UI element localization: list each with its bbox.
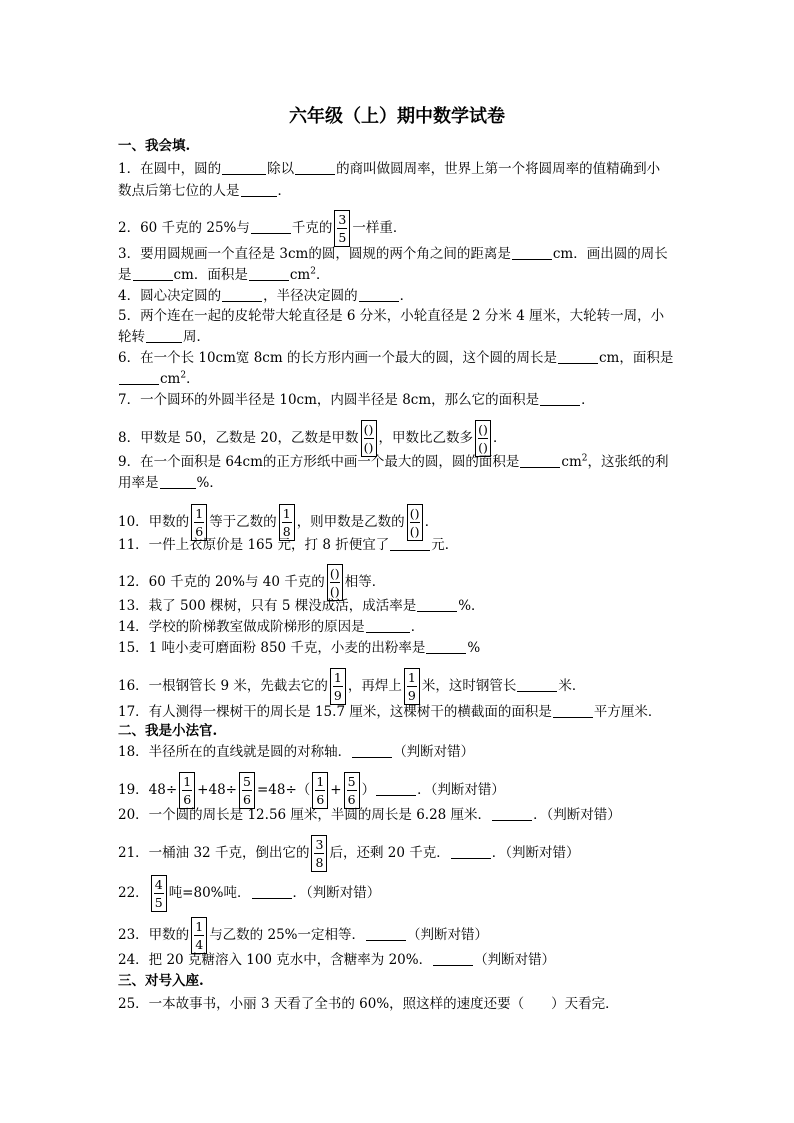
fraction-blank[interactable]: () () [407, 504, 423, 541]
fraction-1-9: $\frac{1}{9}$ [404, 668, 420, 705]
answer-blank[interactable] [558, 349, 598, 364]
answer-blank[interactable] [241, 182, 277, 197]
question-5: 5．两个连在一起的皮轮带大轮直径是 6 分米，小轮直径是 2 分米 4 厘米，大轮转一周，小 [118, 308, 665, 324]
question-6-cont: $cm^2$． [118, 369, 684, 389]
question-6: 6．在一个长 10cm宽 8cm 的长方形内画一个最大的圆，这个圆的周长是 cm，面积是 [118, 350, 674, 366]
fraction-1-8: $\frac{1}{8}$ [279, 504, 295, 541]
answer-blank[interactable] [512, 245, 552, 260]
fraction-1-4: $\frac{1}{4}$ [191, 917, 207, 954]
question-18: 18．半径所在的直线就是圆的对称轴． （判断对错） [118, 744, 475, 760]
answer-blank[interactable] [553, 703, 593, 718]
answer-blank[interactable] [376, 781, 416, 796]
question-2: 2．60 千克的 25%与 千克的 $\frac{3}{5}$ 一样重． [118, 212, 407, 245]
question-1: 1．在圆中，圆的 除以 的商叫做圆周率，世界上第一个将圆周率的值精确到小 [118, 161, 661, 177]
question-9: 9．在一个面积是 64cm的正方形纸中画一个最大的圆，圆的面积是 $cm^2$，这张纸的利 [118, 453, 669, 470]
section-heading-fill: 一、我会填. [118, 138, 191, 154]
fraction-3-5: $\frac{3}{5}$ [334, 210, 350, 247]
question-15: 15．1 吨小麦可磨面粉 850 千克，小麦的出粉率是 % [118, 640, 481, 656]
question-4: 4．圆心决定圆的 ，半径决定圆的 ． [118, 288, 414, 304]
answer-blank[interactable] [426, 639, 466, 654]
question-24: 24．把 20 克糖溶入 100 克水中，含糖率为 20%． （判断对错） [118, 952, 556, 968]
answer-blank[interactable] [252, 884, 292, 899]
question-20: 20．一个圆的周长是 12.56 厘米，半圆的周长是 6.28 厘米． ．（判断对错） [118, 807, 621, 823]
question-16: 16．一根钢管长 9 米，先截去它的 $\frac{1}{9}$ ，再焊上 $\frac{1}{9}$ 米，这时钢管长 米． [118, 670, 586, 703]
fraction-1-6: $\frac{1}{6}$ [312, 772, 328, 809]
question-14: 14．学校的阶梯教室做成阶梯形的原因是 ． [118, 619, 425, 635]
answer-blank[interactable] [222, 287, 262, 302]
answer-blank[interactable] [492, 806, 532, 821]
page-title: 六年级（上）期中数学试卷 [289, 106, 505, 127]
fraction-1-9: $\frac{1}{9}$ [330, 668, 346, 705]
question-13: 13．栽了 500 棵树，只有 5 棵没成活，成活率是 %． [118, 598, 485, 614]
answer-blank[interactable] [366, 618, 410, 633]
question-22: 22． $\frac{4}{5}$ 吨=80%吨． ．（判断对错） [118, 877, 381, 910]
answer-blank[interactable] [517, 677, 557, 692]
fraction-blank[interactable]: () () [475, 420, 491, 457]
question-25: 25．一本故事书，小丽 3 天看了全书的 60%，照这样的速度还要（ ）天看完． [118, 996, 619, 1012]
question-8: 8．甲数是 50，乙数是 20，乙数是甲数 () () ，甲数比乙数多 () () ． [118, 422, 507, 455]
section-heading-judge: 二、我是小法官. [118, 723, 218, 739]
question-7: 7．一个圆环的外圆半径是 10cm，内圆半径是 8cm，那么它的面积是 ． [118, 392, 595, 408]
fraction-3-8: $\frac{3}{8}$ [311, 835, 327, 872]
answer-blank[interactable] [133, 266, 173, 281]
fraction-5-6: $\frac{5}{6}$ [344, 772, 360, 809]
answer-blank[interactable] [249, 266, 289, 281]
fraction-1-6: $\frac{1}{6}$ [191, 504, 207, 541]
question-3: 3．要用圆规画一个直径是 3cm的圆，圆规的两个角之间的距离是 cm．画出圆的周长 [118, 246, 668, 262]
answer-blank[interactable] [352, 743, 392, 758]
question-3-cont: 是 cm．面积是 $cm^2$． [118, 266, 330, 283]
answer-blank[interactable] [366, 926, 406, 941]
answer-blank[interactable] [520, 453, 560, 468]
answer-blank[interactable] [451, 844, 491, 859]
answer-blank[interactable] [417, 597, 457, 612]
fraction-1-6: $\frac{1}{6}$ [179, 772, 195, 809]
question-17: 17．有人测得一棵树干的周长是 15.7 厘米，这棵树干的横截面的面积是 平方厘米． [118, 704, 662, 720]
answer-blank[interactable] [390, 536, 430, 551]
answer-blank[interactable] [146, 328, 182, 343]
question-11: 11．一件上衣原价是 165 元，打 8 折便宜了 元． [118, 537, 459, 553]
question-10: 10．甲数的 $\frac{1}{6}$ 等于乙数的 $\frac{1}{8}$ ，则甲数是乙数的 () () ． [118, 506, 439, 539]
section-heading-choice: 三、对号入座. [118, 973, 204, 989]
fraction-blank[interactable]: () () [361, 420, 377, 457]
answer-blank[interactable] [295, 160, 335, 175]
answer-blank[interactable] [160, 474, 196, 489]
question-23: 23．甲数的 $\frac{1}{4}$ 与乙数的 25%一定相等． （判断对错） [118, 919, 488, 952]
fraction-5-6: $\frac{5}{6}$ [239, 772, 255, 809]
fraction-blank[interactable]: () () [327, 564, 343, 601]
question-19: 19．48÷ $\frac{1}{6}$ +48÷ $\frac{5}{6}$ =48÷（ $\frac{1}{6}$ + $\frac{5}{6}$ ） ．（判断对错） [118, 774, 505, 807]
answer-blank[interactable] [119, 370, 159, 385]
question-12: 12．60 千克的 20%与 40 千克的 () () 相等． [118, 566, 386, 599]
question-5-cont: 轮转 周． [118, 329, 210, 345]
answer-blank[interactable] [359, 287, 399, 302]
fraction-4-5: $\frac{4}{5}$ [151, 875, 167, 912]
answer-blank[interactable] [222, 160, 266, 175]
answer-blank[interactable] [251, 219, 291, 234]
question-1-cont: 数点后第七位的人是 ． [118, 183, 291, 199]
question-21: 21．一桶油 32 千克，倒出它的 $\frac{3}{8}$ 后，还剩 20 千克． ．（判断对错） [118, 837, 580, 870]
answer-blank[interactable] [433, 951, 473, 966]
answer-blank[interactable] [540, 391, 580, 406]
question-9-cont: 用率是 %． [118, 475, 223, 491]
